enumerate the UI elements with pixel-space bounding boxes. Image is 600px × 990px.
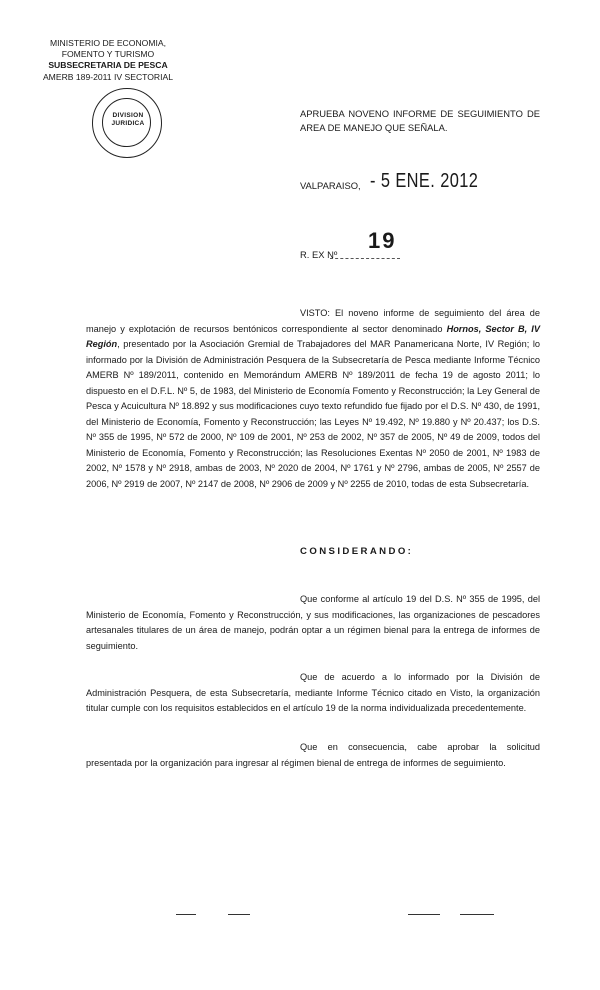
considerando-1: [86, 592, 540, 654]
visto-text-2: , presentado por la Asociación Gremial de Trabajadores del MAR Panamericana Norte, IV Región; lo informado por la División de Administración Pesquera de la Subsecretaría de Pesca mediante Informe Técnico AMERB Nº 189/2011, contenido en Memorándum AMERB Nº 189/2011 de fecha 19 de agosto 2011; lo dispuesto en el D.F.L. Nº 5, de 1983, del Ministerio de Economía Fomento y Reconstrucción; la Ley General de Pesca y Acuicultura Nº 18.892 y sus modificaciones cuyo texto refundido fue fijado por el D.S. Nº 430, de 1991, del Ministerio de Economía, Fomento y Reconstrucción; las Leyes Nº 19.492, Nº 19.880 y Nº 20.437; los D.S. Nº 355 de 1995, Nº 572 de 2000, Nº 109 de 2001, Nº 253 de 2002, Nº 357 de 2005, Nº 49 de 2009, todos del Ministerio de Economía, Fomento y Reconstrucción; las Resoluciones Exentas Nº 2050 de 2001, Nº 1983 de 2002, Nº 1578 y Nº 2918, ambas de 2003, Nº 2020 de 2004, Nº 1761 y Nº 2796, ambas de 2005, Nº 2557 de 2006, Nº 2919 de 2007, Nº 2147 de 2008, Nº 2906 de 2009 y Nº 2255 de 2010, todas de esta Subsecretaría.: [86, 339, 540, 489]
stamp-text: [93, 112, 163, 128]
considerando-heading: CONSIDERANDO:: [300, 546, 414, 557]
letterhead-ministry: MINISTERIO DE ECONOMIA,: [49, 38, 167, 48]
visto-text-1: VISTO: El noveno informe de seguimiento del área de manejo y explotación de recursos bentónicos correspondiente al sector denominado: [86, 308, 540, 334]
letterhead-reference: AMERB 189-2011 IV SECTORIAL: [42, 71, 174, 82]
visto-sector: Hornos, Sector B, IV Región: [86, 323, 540, 349]
stamp-line-2: JURIDICA: [111, 120, 145, 127]
considerando-3: [86, 740, 540, 771]
considerando-1-text: Que conforme al artículo 19 del D.S. Nº 355 de 1995, del Ministerio de Economía, Fomento y Reconstrucción, y sus modificaciones, las organizaciones de pescadores artesanales titulares de un área de manejo, podrán optar a un régimen bienal para la entrega de informes de seguimiento.: [86, 594, 540, 651]
footer-mark-1: [176, 914, 196, 915]
resolution-label: R. EX Nº: [300, 249, 338, 260]
considerando-2-text: Que de acuerdo a lo informado por la División de Administración Pesquera, de esta Subsecretaría, mediante Informe Técnico citado en Visto, la organización titular cumple con los requisitos establecidos en el artículo 19 de la norma individualizada precedentemente.: [86, 672, 540, 713]
date-stamp: - 5 ENE. 2012: [370, 170, 479, 192]
resolution-number-line: [330, 258, 400, 259]
letterhead: [28, 38, 188, 83]
letterhead-ministry-2: FOMENTO Y TURISMO: [61, 49, 155, 60]
letterhead-subsecretaria: SUBSECRETARIA DE PESCA: [48, 60, 168, 71]
considerando-3-text: Que en consecuencia, cabe aprobar la solicitud presentada por la organización para ingresar al régimen bienal de entrega de informes de seguimiento.: [86, 742, 540, 768]
place: VALPARAISO,: [300, 180, 361, 191]
footer-mark-2: [228, 914, 250, 915]
stamp-line-1: DIVISION: [112, 112, 144, 119]
resolution-number: 19: [368, 228, 397, 253]
footer-mark-3: [408, 914, 440, 915]
considerando-2: [86, 670, 540, 717]
footer-mark-4: [460, 914, 494, 915]
visto-paragraph: [86, 306, 540, 492]
division-juridica-stamp: [92, 88, 162, 158]
document-subject: APRUEBA NOVENO INFORME DE SEGUIMIENTO DE AREA DE MANEJO QUE SEÑALA.: [300, 108, 540, 133]
